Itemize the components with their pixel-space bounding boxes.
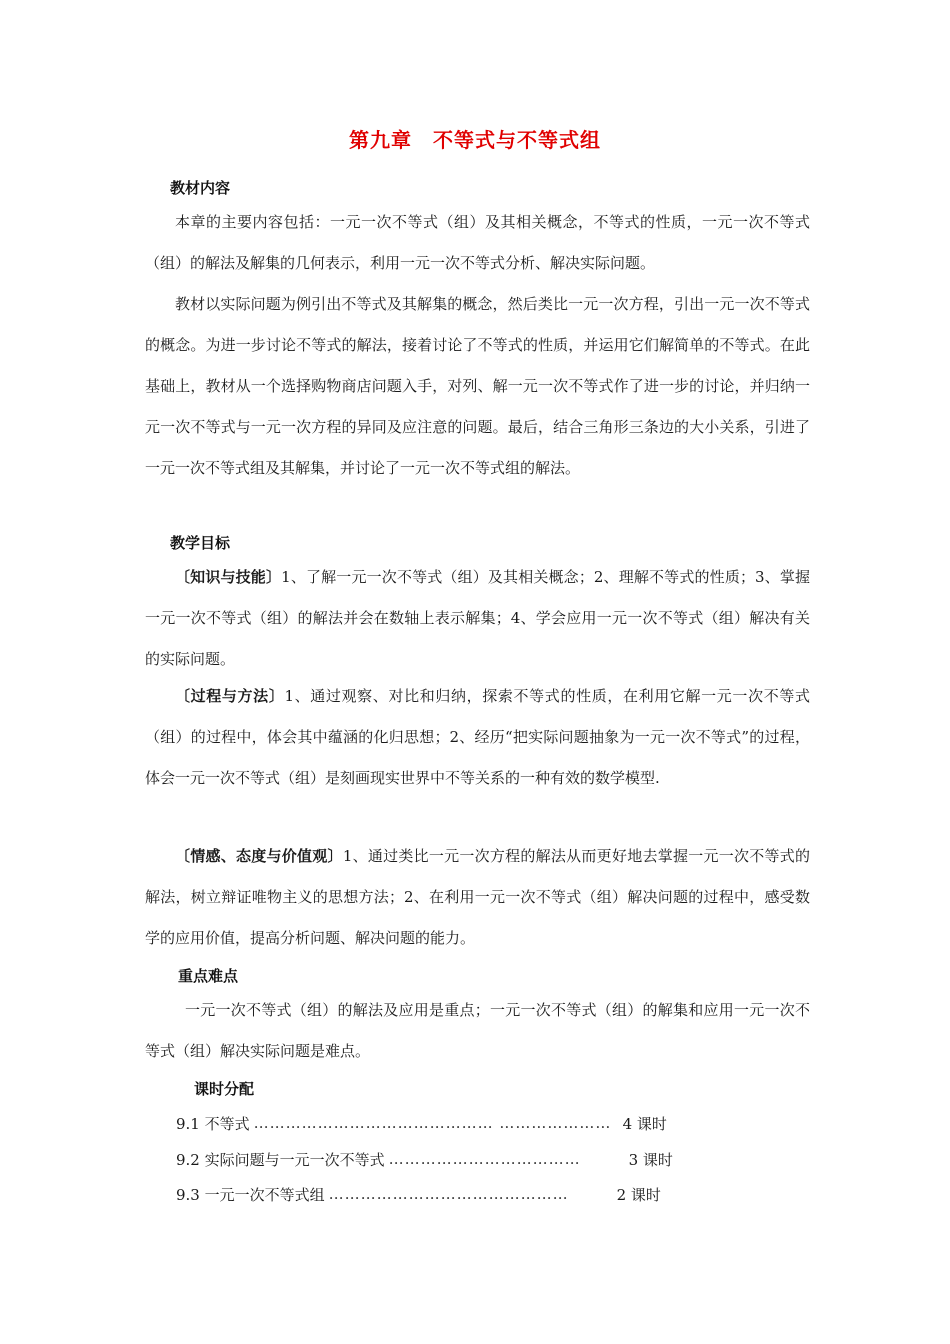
- schedule-item: [176, 1182, 676, 1206]
- schedule-item-label: 9.3 一元一次不等式组: [176, 1185, 325, 1204]
- schedule-item-leader: ………………………………: [388, 1150, 581, 1168]
- heading-keypoints: 重点难点: [178, 967, 239, 985]
- heading-goals: 教学目标: [170, 534, 231, 552]
- schedule-item-label: 9.1 不等式: [176, 1114, 250, 1133]
- schedule-item: [176, 1111, 676, 1135]
- schedule-item: [176, 1147, 676, 1171]
- chapter-title: 第九章 不等式与不等式组: [349, 128, 601, 152]
- schedule-item-value: 3 课时: [628, 1150, 673, 1169]
- content-paragraph-1: 本章的主要内容包括：一元一次不等式（组）及其相关概念，不等式的性质，一元一次不等式（组）的解法及解集的几何表示，利用一元一次不等式分析、解决实际问题。: [145, 213, 810, 272]
- schedule-item-leader: ………………………………………: [328, 1185, 569, 1203]
- content-paragraph-2: 教材以实际问题为例引出不等式及其解集的概念，然后类比一元一次方程，引出一元一次不等式的概念。为进一步讨论不等式的解法，接着讨论了不等式的性质，并运用它们解简单的不等式。在此基础上，教材从一个选择购物商店问题入手，对列、解一元一次不等式作了进一步的讨论，并归纳一元一次不等式与一元一次方程的异同及应注意的问题。最后，结合三角形三条边的大小关系，引进了一元一次不等式组及其解集，并讨论了一元一次不等式组的解法。: [145, 295, 810, 477]
- schedule-item-value: 2 课时: [616, 1185, 661, 1204]
- goals-emotion-paragraph: [145, 836, 810, 959]
- goals-process-paragraph: [145, 676, 810, 799]
- schedule-item-value: 4 课时: [622, 1114, 667, 1133]
- goals-knowledge-label: 〔知识与技能〕: [175, 568, 282, 586]
- goals-emotion-label: 〔情感、态度与价值观〕: [175, 847, 343, 865]
- goals-emotion-text: 1、通过类比一元一次方程的解法从而更好地去掌握一元一次不等式的解法，树立辩证唯物主义的思想方法；2、在利用一元一次不等式（组）解决问题的过程中，感受数学的应用价值，提高分析问题、解决问题的能力。: [145, 847, 810, 947]
- goals-process-text: 1、通过观察、对比和归纳，探索不等式的性质，在利用它解一元一次不等式（组）的过程中，体会其中蕴涵的化归思想；2、经历“把实际问题抽象为一元一次不等式”的过程，体会一元一次不等式（组）是刻画现实世界中不等关系的一种有效的数学模型.: [145, 687, 810, 787]
- goals-knowledge-text: 1、了解一元一次不等式（组）及其相关概念；2、理解不等式的性质；3、掌握一元一次不等式（组）的解法并会在数轴上表示解集；4、学会应用一元一次不等式（组）解决有关的实际问题。: [145, 568, 810, 668]
- schedule-item-leader: ……………………………………… …………………: [253, 1114, 612, 1132]
- goals-process-label: 〔过程与方法〕: [175, 687, 285, 705]
- goals-knowledge-paragraph: [145, 557, 810, 680]
- heading-content: 教材内容: [170, 179, 231, 197]
- keypoints-paragraph: 一元一次不等式（组）的解法及应用是重点；一元一次不等式（组）的解集和应用一元一次不等式（组）解决实际问题是难点。: [145, 1001, 810, 1060]
- heading-schedule: 课时分配: [194, 1080, 255, 1098]
- schedule-item-label: 9.2 实际问题与一元一次不等式: [176, 1150, 385, 1169]
